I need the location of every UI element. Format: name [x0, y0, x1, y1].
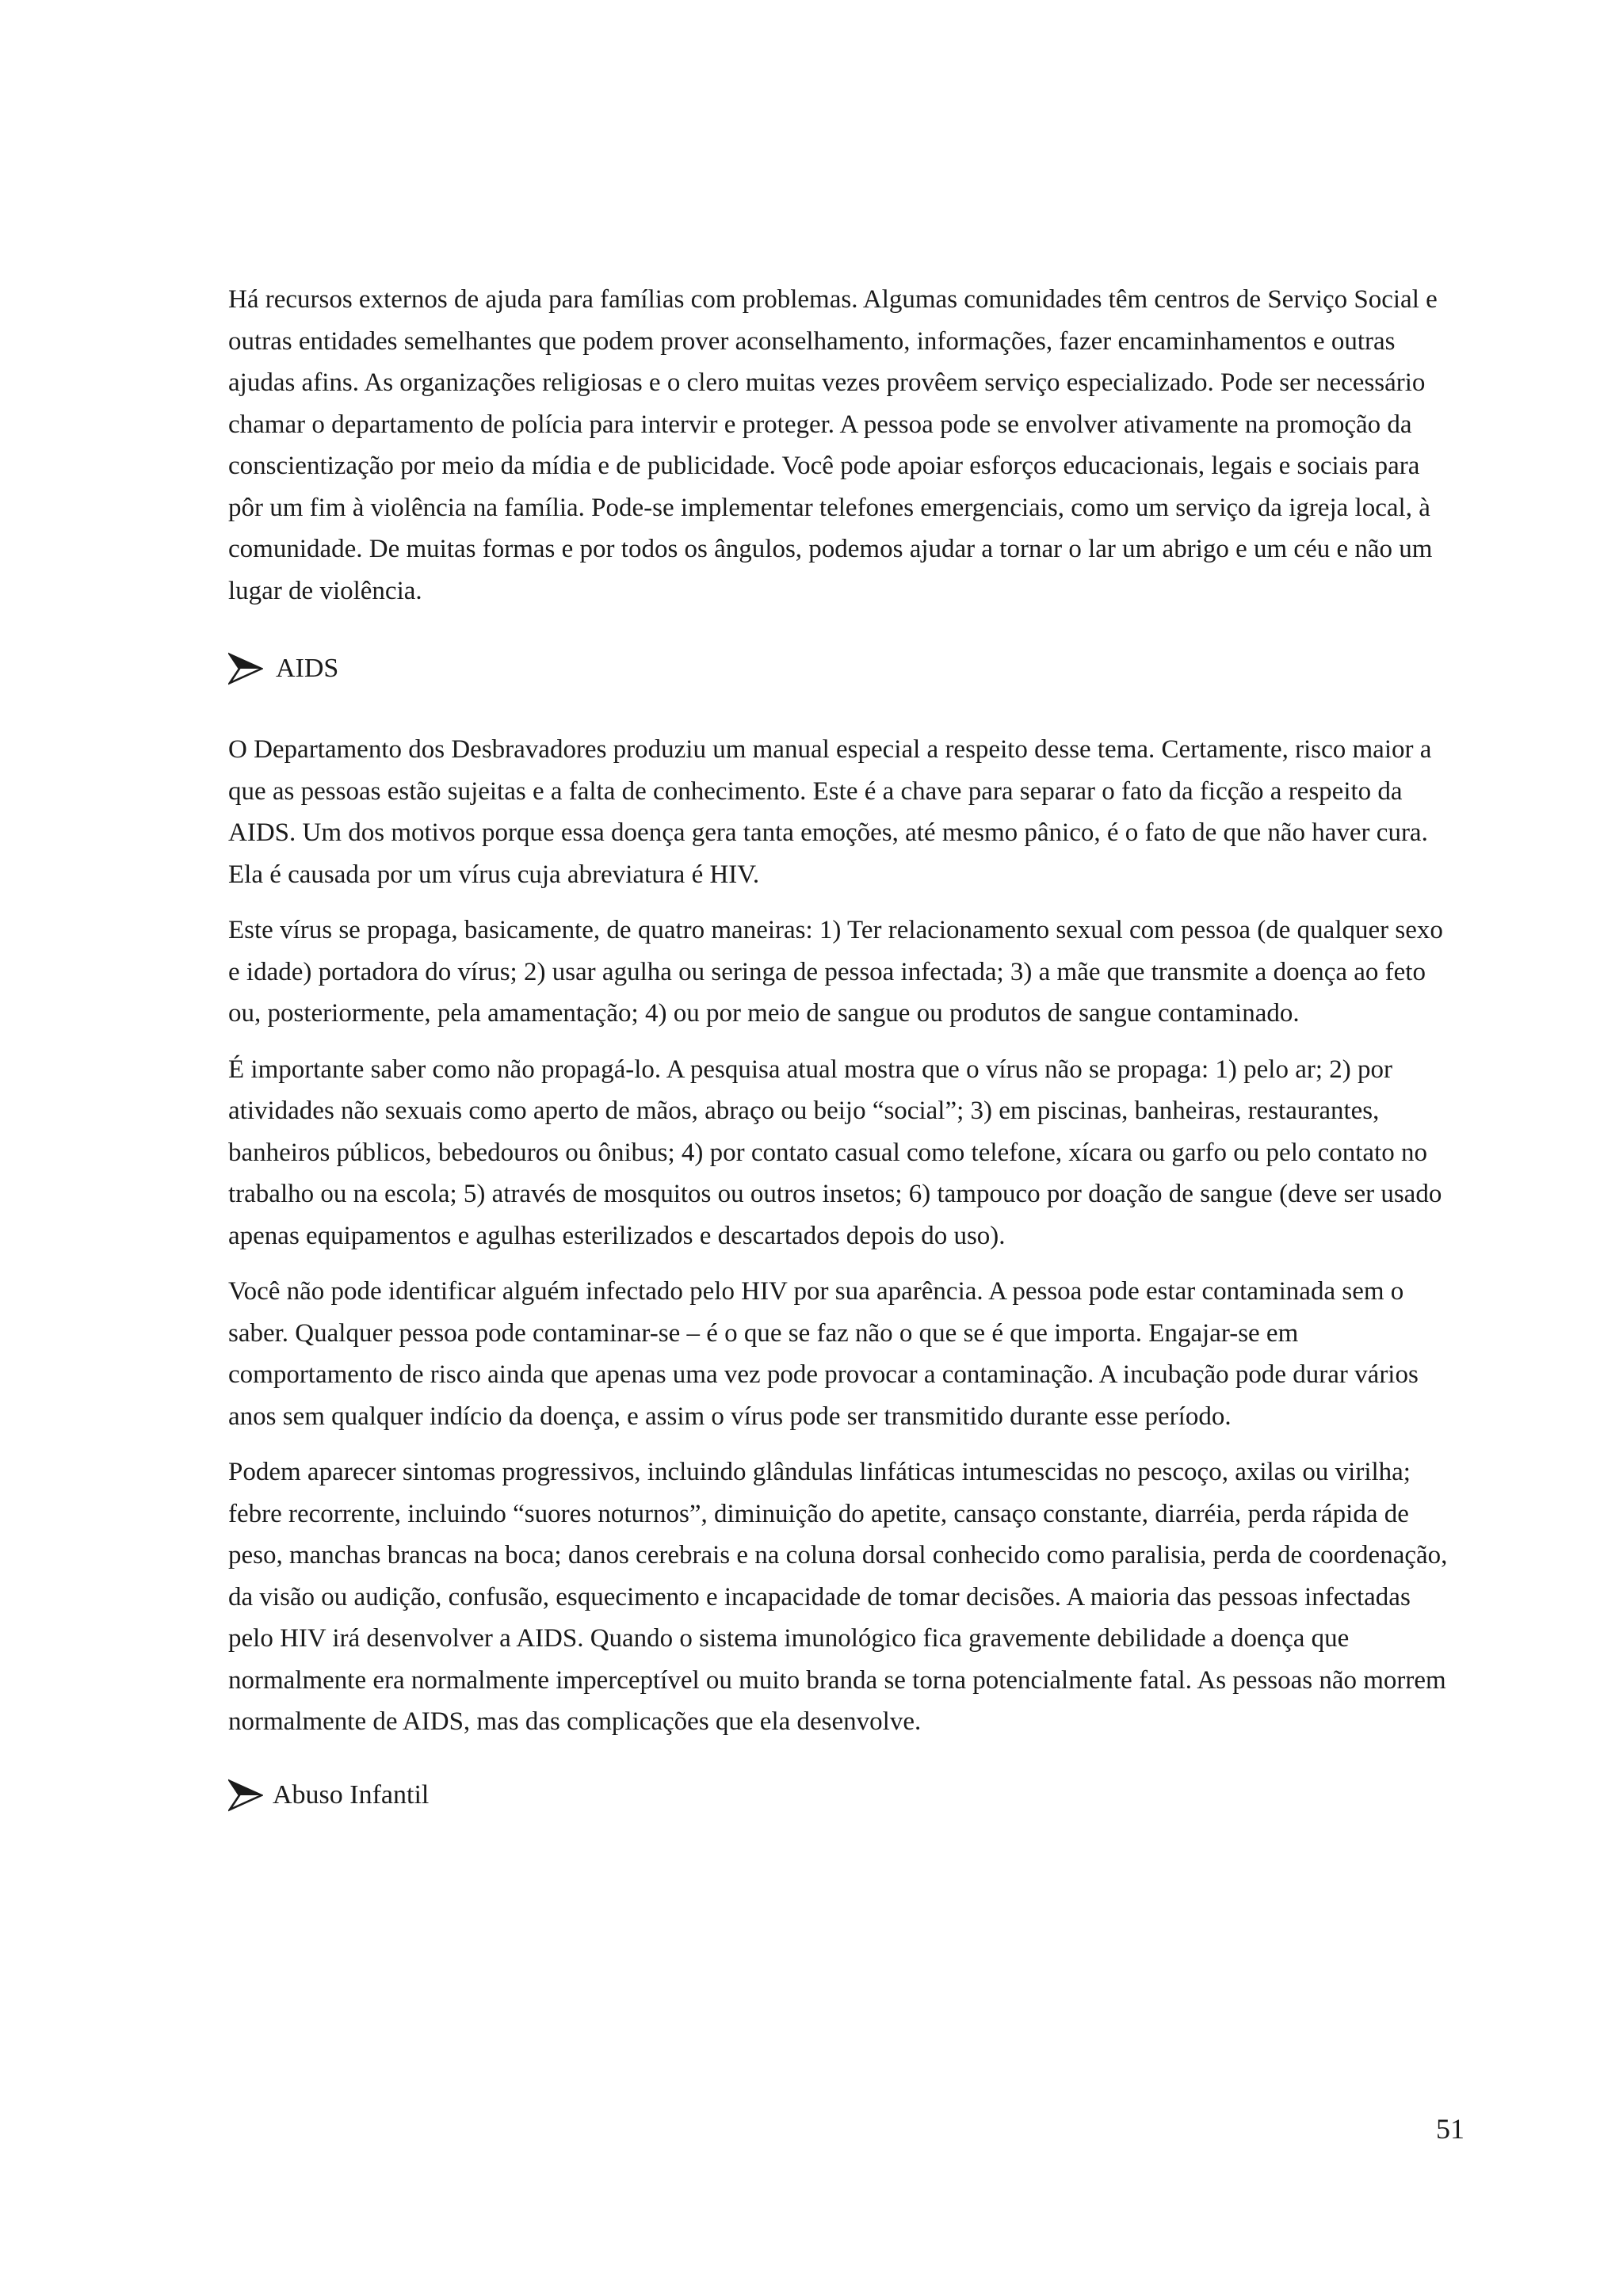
aids-paragraph-5: Podem aparecer sintomas progressivos, incluindo glândulas linfáticas intumescidas no pescoço, axilas ou virilha; febre recorrente, incluindo “suores noturnos”, diminuição do apetite, cansaço constante, diarréia, perda rápida de peso, manchas brancas na boca; danos cerebrais e na coluna dorsal conhecido como paralisia, perda de coordenação, da visão ou audição, confusão, esquecimento e incapacidade de tomar decisões. A maioria das pessoas infectadas pelo HIV irá desenvolver a AIDS. Quando o sistema imunológico fica gravemente debilidade a doença que normalmente era normalmente imperceptível ou muito branda se torna potencialmente fatal. As pessoas não morrem normalmente de AIDS, mas das complicações que ela desenvolve. [228, 1458, 1448, 1736]
section-title-aids: AIDS [276, 654, 339, 683]
section-heading-aids [228, 648, 1453, 689]
arrowhead-bullet-icon [228, 651, 263, 686]
page-number: 51 [1436, 2113, 1465, 2145]
page-content [228, 279, 1453, 1816]
section-title-abuso-infantil: Abuso Infantil [273, 1779, 430, 1810]
arrowhead-bullet-icon [228, 1778, 263, 1813]
aids-paragraph-3: É importante saber como não propagá-lo. A pesquisa atual mostra que o vírus não se propaga: 1) pelo ar; 2) por atividades não sexuais como aperto de mãos, abraço ou beijo “social”; 3) em piscinas, banheiras, restaurantes, banheiros públicos, bebedouros ou ônibus; 4) por contato casual como telefone, xícara ou garfo ou pelo contato no trabalho ou na escola; 5) através de mosquitos ou outros insetos; 6) tampouco por doação de sangue (deve ser usado apenas equipamentos e agulhas esterilizados e descartados depois do uso). [228, 1055, 1442, 1250]
aids-paragraph-2: Este vírus se propaga, basicamente, de quatro maneiras: 1) Ter relacionamento sexual com pessoa (de qualquer sexo e idade) portadora do vírus; 2) usar agulha ou seringa de pessoa infectada; 3) a mãe que transmite a doença ao feto ou, posteriormente, pela amamentação; 4) ou por meio de sangue ou produtos de sangue contaminado. [228, 916, 1443, 1028]
aids-paragraph-1: O Departamento dos Desbravadores produziu um manual especial a respeito desse tema. Certamente, risco maior a que as pessoas estão sujeitas e a falta de conhecimento. Este é a chave para separar o fato da ficção a respeito da AIDS. Um dos motivos porque essa doença gera tanta emoções, até mesmo pânico, é o fato de que não haver cura. Ela é causada por um vírus cuja abreviatura é HIV. [228, 735, 1432, 889]
aids-paragraph-4: Você não pode identificar alguém infectado pelo HIV por sua aparência. A pessoa pode estar contaminada sem o saber. Qualquer pessoa pode contaminar-se – é o que se faz não o que se é que importa. Engajar-se em comportamento de risco ainda que apenas uma vez pode provocar a contaminação. A incubação pode durar vários anos sem qualquer indício da doença, e assim o vírus pode ser transmitido durante esse período. [228, 1277, 1419, 1431]
section-heading-abuso-infantil [228, 1775, 1453, 1816]
intro-paragraph: Há recursos externos de ajuda para famílias com problemas. Algumas comunidades têm centros de Serviço Social e outras entidades semelhantes que podem prover aconselhamento, informações, fazer encaminhamentos e outras ajudas afins. As organizações religiosas e o clero muitas vezes provêem serviço especializado. Pode ser necessário chamar o departamento de polícia para intervir e proteger. A pessoa pode se envolver ativamente na promoção da conscientização por meio da mídia e de publicidade. Você pode apoiar esforços educacionais, legais e sociais para pôr um fim à violência na família. Pode-se implementar telefones emergenciais, como um serviço da igreja local, à comunidade. De muitas formas e por todos os ângulos, podemos ajudar a tornar o lar um abrigo e um céu e não um lugar de violência. [228, 285, 1438, 605]
